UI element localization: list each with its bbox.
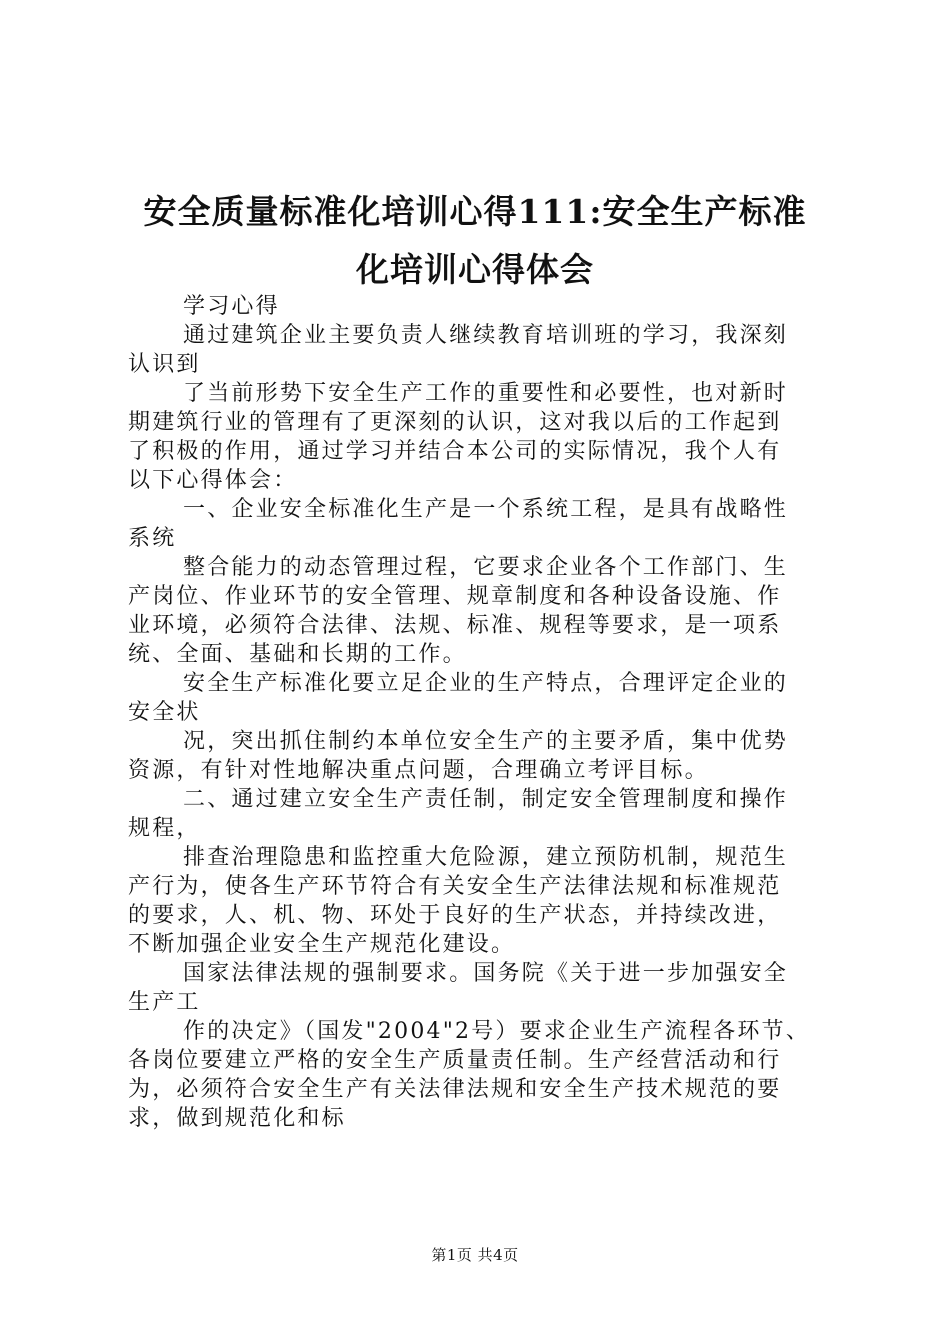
document-title-line-1: 安全质量标准化培训心得111:安全生产标准	[143, 192, 807, 231]
body-text-line: 规程，	[128, 816, 201, 841]
body-text-line: 的要求，人、机、物、环处于良好的生产状态，并持续改进，	[128, 903, 782, 928]
body-text-line: 了当前形势下安全生产工作的重要性和必要性，也对新时	[183, 381, 789, 406]
body-text-line: 产行为，使各生产环节符合有关安全生产法律法规和标准规范	[128, 874, 782, 899]
document-body	[128, 292, 828, 1133]
body-text-line: 作的决定》（国发"2004"2号）要求企业生产流程各环节、	[183, 1019, 811, 1044]
body-text-line: 了积极的作用，通过学习并结合本公司的实际情况，我个人有	[128, 439, 782, 464]
body-text-line: 各岗位要建立严格的安全生产质量责任制。生产经营活动和行	[128, 1048, 782, 1073]
body-text-line: 二、通过建立安全生产责任制，制定安全管理制度和操作	[183, 787, 789, 812]
body-text-line: 排查治理隐患和监控重大危险源，建立预防机制，规范生	[183, 845, 789, 870]
body-text-line: 统、全面、基础和长期的工作。	[128, 642, 467, 667]
body-text-line: 产岗位、作业环节的安全管理、规章制度和各种设备设施、作	[128, 584, 782, 609]
body-text-line: 通过建筑企业主要负责人继续教育培训班的学习，我深刻	[183, 323, 789, 348]
page-footer: 第1页 共4页	[431, 1246, 519, 1264]
body-text-line: 资源，有针对性地解决重点问题，合理确立考评目标。	[128, 758, 709, 783]
body-text-line: 为，必须符合安全生产有关法律法规和安全生产技术规范的要	[128, 1077, 782, 1102]
body-text-line: 安全状	[128, 700, 201, 725]
body-text-line: 国家法律法规的强制要求。国务院《关于进一步加强安全	[183, 961, 789, 986]
body-text-line: 期建筑行业的管理有了更深刻的认识，这对我以后的工作起到	[128, 410, 782, 435]
body-text-line: 不断加强企业安全生产规范化建设。	[128, 932, 516, 957]
body-text-line: 认识到	[128, 352, 201, 377]
document-title-line-2: 化培训心得体会	[356, 250, 594, 289]
body-text-line: 一、企业安全标准化生产是一个系统工程，是具有战略性	[183, 497, 789, 522]
body-text-line: 系统	[128, 526, 177, 551]
body-text-line: 况，突出抓住制约本单位安全生产的主要矛盾，集中优势	[183, 729, 789, 754]
body-text-line: 安全生产标准化要立足企业的生产特点，合理评定企业的	[183, 671, 789, 696]
body-text-line: 求，做到规范化和标	[128, 1106, 346, 1131]
body-text-line: 整合能力的动态管理过程，它要求企业各个工作部门、生	[183, 555, 789, 580]
body-text-line: 以下心得体会：	[128, 468, 298, 493]
body-text-line: 学习心得	[183, 294, 280, 319]
body-text-line: 业环境，必须符合法律、法规、标准、规程等要求，是一项系	[128, 613, 782, 638]
body-text-line: 生产工	[128, 990, 201, 1015]
